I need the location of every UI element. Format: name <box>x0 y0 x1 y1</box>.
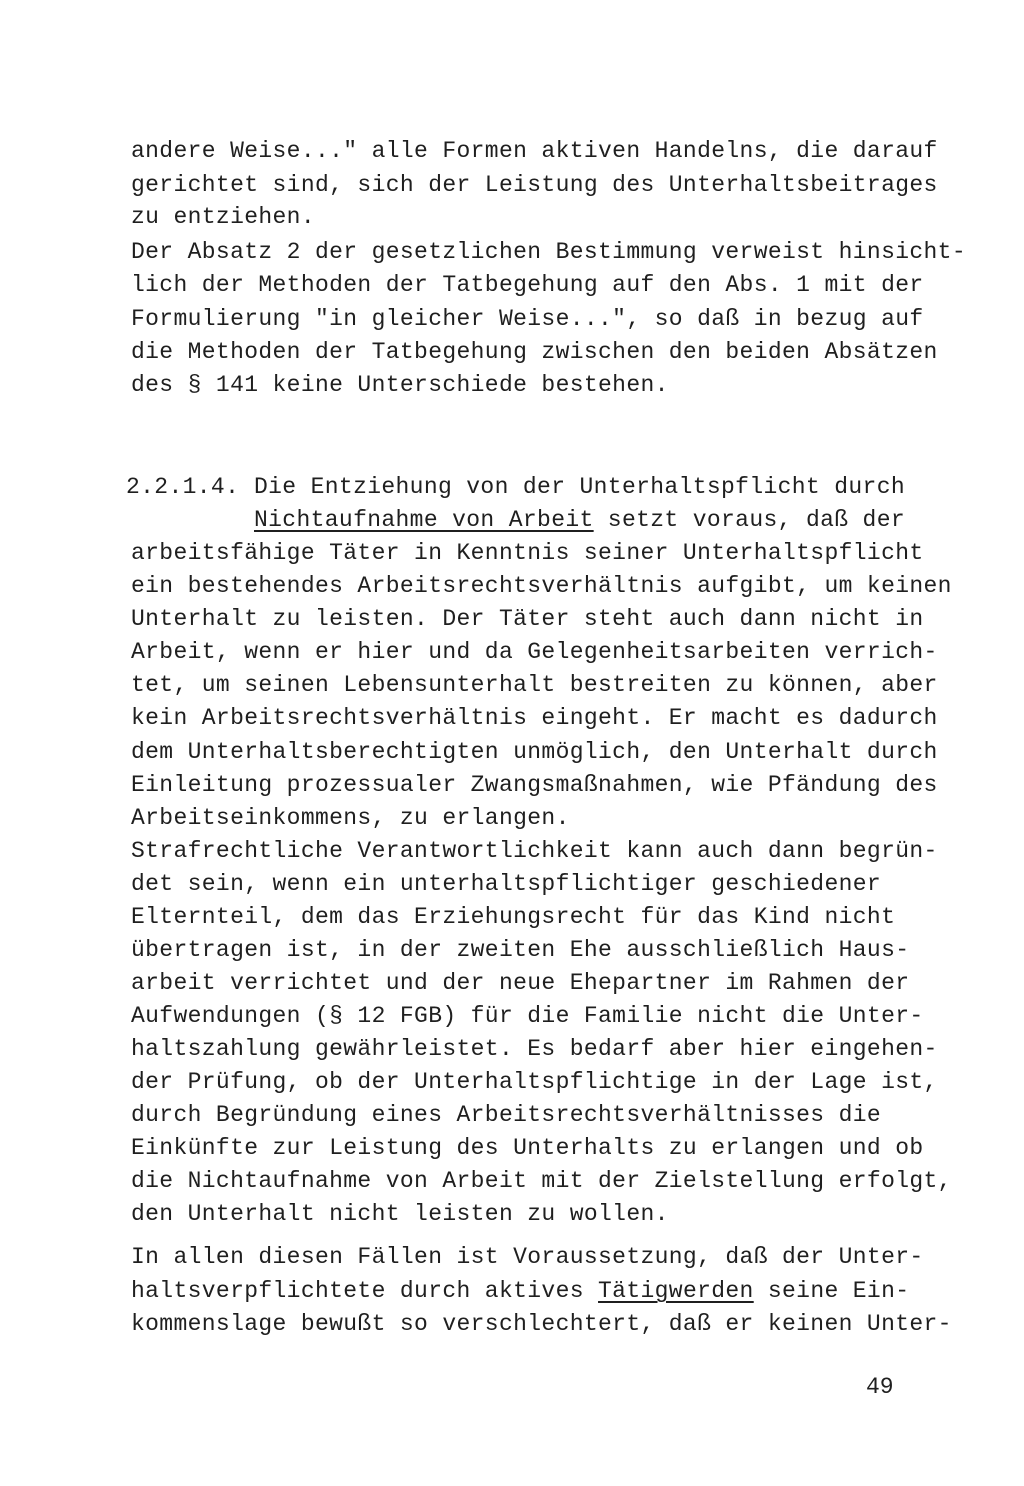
underlined-term: Nichtaufnahme von Arbeit <box>254 507 594 533</box>
text-line: Strafrechtliche Verantwortlichkeit kann auch dann begrün- <box>131 838 938 864</box>
text-line: zu entziehen. <box>131 204 315 230</box>
text-line: tet, um seinen Lebensunterhalt bestreiten zu können, aber <box>131 672 938 698</box>
text-line: arbeitsfähige Täter in Kenntnis seiner Unterhaltspflicht <box>131 540 924 566</box>
text-line: Einleitung prozessualer Zwangsmaßnahmen, wie Pfändung des <box>131 772 938 798</box>
text-line: Aufwendungen (§ 12 FGB) für die Familie nicht die Unter- <box>131 1003 924 1029</box>
section-heading-line <box>254 505 905 535</box>
page-number: 49 <box>866 1374 894 1400</box>
text-line: Elternteil, dem das Erziehungsrecht für das Kind nicht <box>131 904 896 930</box>
text-line: durch Begründung eines Arbeitsrechtsverhältnisses die <box>131 1102 882 1128</box>
text-line: arbeit verrichtet und der neue Ehepartner im Rahmen der <box>131 970 910 996</box>
text-line: ein bestehendes Arbeitsrechtsverhältnis aufgibt, um keinen <box>131 573 952 599</box>
underlined-term: Tätigwerden <box>598 1278 754 1304</box>
text-line: kommenslage bewußt so verschlechtert, daß er keinen Unter- <box>131 1311 952 1337</box>
text-span: haltsverpflichtete durch aktives <box>131 1278 599 1304</box>
text-line: Unterhalt zu leisten. Der Täter steht auch dann nicht in <box>131 606 924 632</box>
text-line: Formulierung "in gleicher Weise...", so daß in bezug auf <box>131 306 924 332</box>
text-line: Arbeitseinkommens, zu erlangen. <box>131 805 570 831</box>
text-line: In allen diesen Fällen ist Voraussetzung, daß der Unter- <box>131 1244 924 1270</box>
text-line: die Methoden der Tatbegehung zwischen den beiden Absätzen <box>131 339 938 365</box>
text-line: andere Weise..." alle Formen aktiven Handelns, die darauf <box>131 138 938 164</box>
text-line: des § 141 keine Unterschiede bestehen. <box>131 372 669 398</box>
text-line: gerichtet sind, sich der Leistung des Unterhaltsbeitrages <box>131 172 938 198</box>
text-span: setzt voraus, daß der <box>593 507 906 533</box>
text-line <box>131 1276 909 1306</box>
text-line: den Unterhalt nicht leisten zu wollen. <box>131 1201 669 1227</box>
text-line: die Nichtaufnahme von Arbeit mit der Zielstellung erfolgt, <box>131 1168 952 1194</box>
text-line: dem Unterhaltsberechtigten unmöglich, den Unterhalt durch <box>131 739 938 765</box>
text-line: übertragen ist, in der zweiten Ehe ausschließlich Haus- <box>131 937 910 963</box>
text-line: lich der Methoden der Tatbegehung auf den Abs. 1 mit der <box>131 272 924 298</box>
text-line: Arbeit, wenn er hier und da Gelegenheitsarbeiten verrich- <box>131 639 938 665</box>
text-line: der Prüfung, ob der Unterhaltspflichtige in der Lage ist, <box>131 1069 938 1095</box>
text-line: det sein, wenn ein unterhaltspflichtiger geschiedener <box>131 871 882 897</box>
section-heading-text: Die Entziehung von der Unterhaltspflicht durch <box>254 474 906 500</box>
text-line: Der Absatz 2 der gesetzlichen Bestimmung verweist hinsicht- <box>131 239 966 265</box>
text-line: haltszahlung gewährleistet. Es bedarf aber hier eingehen- <box>131 1036 938 1062</box>
section-number: 2.2.1.4. <box>126 474 240 500</box>
text-line: kein Arbeitsrechtsverhältnis eingeht. Er macht es dadurch <box>131 705 938 731</box>
text-line: Einkünfte zur Leistung des Unterhalts zu erlangen und ob <box>131 1135 924 1161</box>
text-span: seine Ein- <box>753 1278 910 1304</box>
